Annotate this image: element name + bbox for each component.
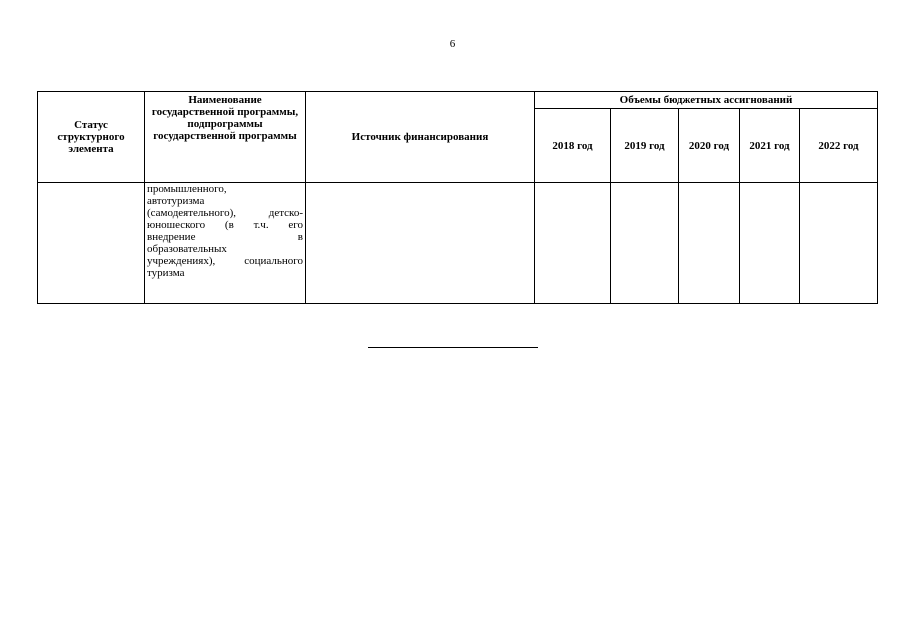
header-funding-source: Источник финансирования [306, 92, 535, 183]
cell-program-name [145, 183, 306, 304]
page-number: 6 [449, 38, 456, 50]
table-header-row [38, 92, 878, 109]
name-line [147, 255, 303, 267]
name-word: т.ч. [253, 219, 269, 231]
cell-status [38, 183, 145, 304]
table-row [38, 183, 878, 304]
name-line [147, 207, 303, 219]
budget-allocation-table [37, 91, 878, 304]
name-word: в [297, 231, 303, 243]
cell-value-2021 [740, 183, 800, 304]
name-word: социального [244, 255, 303, 267]
cell-value-2020 [679, 183, 740, 304]
name-word: юношеского [147, 219, 206, 231]
name-word: внедрение [147, 231, 196, 243]
name-line: промышленного, [147, 183, 227, 195]
header-year-2021: 2021 год [740, 109, 800, 183]
name-word: (в [224, 219, 234, 231]
header-program-name: Наименование государственной программы, подпрограммы государственной программы [145, 92, 306, 183]
name-line: автотуризма [147, 195, 205, 207]
footer-divider [368, 347, 538, 348]
header-budget-allocations: Объемы бюджетных ассигнований [535, 92, 878, 109]
header-year-2019: 2019 год [611, 109, 679, 183]
header-year-2018: 2018 год [535, 109, 611, 183]
header-year-2022: 2022 год [800, 109, 878, 183]
cell-value-2022 [800, 183, 878, 304]
header-status: Статус структурного элемента [38, 92, 145, 183]
name-word: детско- [268, 207, 303, 219]
cell-value-2018 [535, 183, 611, 304]
name-word: учреждениях), [147, 255, 216, 267]
name-line [147, 219, 303, 231]
name-line: образовательных [147, 243, 227, 255]
name-line: туризма [147, 267, 185, 279]
cell-funding-source [306, 183, 535, 304]
cell-value-2019 [611, 183, 679, 304]
name-word: (самодеятельного), [147, 207, 236, 219]
name-word: его [288, 219, 303, 231]
header-year-2020: 2020 год [679, 109, 740, 183]
name-line [147, 231, 303, 243]
